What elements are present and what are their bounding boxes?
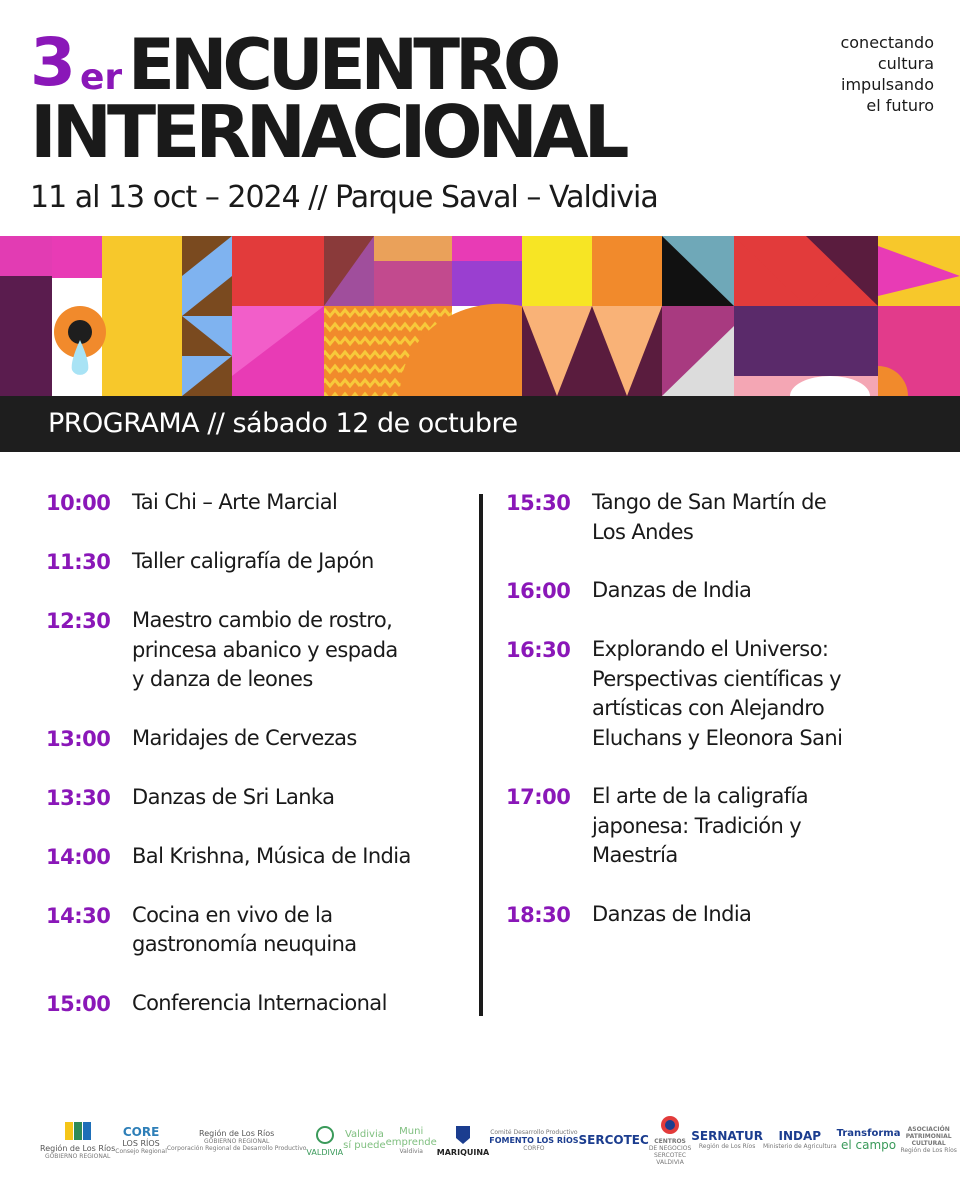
activity-line: y danza de leones bbox=[132, 667, 313, 691]
slogan bbox=[734, 32, 934, 116]
schedule-item bbox=[506, 576, 926, 606]
gore-emblem-icon bbox=[63, 1120, 93, 1142]
program-heading-bar bbox=[0, 396, 960, 452]
slogan-line: cultura bbox=[877, 54, 934, 73]
slogan-line: conectando bbox=[840, 33, 934, 52]
activity-line: Danzas de India bbox=[592, 901, 752, 926]
corporacion-regional-logo: Región de Los Ríos GOBIERNO REGIONAL Corporación Regional de Desarrollo Productivo bbox=[166, 1128, 307, 1152]
activity-line: Perspectivas científicas y bbox=[592, 666, 841, 691]
schedule-time: 17:00 bbox=[506, 785, 571, 809]
schedule-activity bbox=[592, 782, 808, 871]
activity-line: Maridajes de Cervezas bbox=[132, 725, 357, 750]
schedule-time: 15:00 bbox=[46, 991, 111, 1016]
schedule-time: 16:30 bbox=[506, 638, 571, 662]
schedule-activity bbox=[132, 842, 411, 872]
activity-line: Explorando el Universo: bbox=[592, 637, 829, 661]
activity-line: Tango de San Martín de bbox=[592, 490, 827, 514]
mariquina-crest-icon bbox=[448, 1124, 478, 1146]
schedule-item bbox=[506, 488, 926, 547]
activity-line: Conferencia Internacional bbox=[132, 990, 387, 1015]
activity-line: El arte de la caligrafía bbox=[592, 784, 809, 808]
fomento-los-rios-logo: Comité Desarrollo Productivo FOMENTO LOS RÍOS CORFO bbox=[489, 1128, 579, 1152]
schedule-item bbox=[46, 901, 466, 960]
activity-line: Taller caligrafía de Japón bbox=[132, 549, 374, 573]
schedule-left-column bbox=[46, 488, 466, 1048]
schedule-activity bbox=[592, 900, 751, 930]
activity-line: princesa abanico y espada bbox=[132, 637, 398, 662]
geometric-pattern bbox=[0, 236, 960, 396]
poster-header bbox=[0, 0, 960, 235]
edition-badge bbox=[30, 24, 128, 101]
schedule-time: 18:30 bbox=[506, 902, 571, 927]
schedule-time: 16:00 bbox=[506, 579, 571, 603]
schedule-time: 11:30 bbox=[46, 550, 111, 574]
slogan-line: impulsando bbox=[841, 75, 934, 94]
sponsor-logos bbox=[40, 1110, 957, 1170]
schedule-item bbox=[506, 900, 926, 930]
activity-line: Los Andes bbox=[592, 519, 694, 544]
schedule-item bbox=[46, 783, 466, 813]
activity-line: Danzas de Sri Lanka bbox=[132, 784, 335, 809]
sernatur-logo: SERNATUR Región de Los Ríos bbox=[691, 1129, 763, 1150]
valdivia-si-puede-logo: Valdivia sí puede bbox=[343, 1129, 386, 1151]
core-los-rios-logo: CORE LOS RÍOS Consejo Regional bbox=[115, 1124, 167, 1155]
program-heading: PROGRAMA // sábado 12 de octubre bbox=[48, 408, 518, 439]
column-divider bbox=[479, 494, 483, 1016]
schedule-activity bbox=[132, 901, 357, 960]
event-title-line1: ENCUENTRO bbox=[128, 24, 557, 106]
schedule-time: 13:00 bbox=[46, 726, 111, 751]
activity-line: japonesa: Tradición y bbox=[592, 813, 802, 838]
schedule-activity bbox=[592, 488, 826, 547]
schedule-time: 13:30 bbox=[46, 785, 111, 810]
activity-line: Bal Krishna, Música de India bbox=[132, 843, 411, 868]
schedule-activity bbox=[592, 635, 842, 753]
mariquina-logo: MARIQUINA bbox=[437, 1124, 489, 1157]
asociacion-patrimonial-logo: ASOCIACIÓN PATRIMONIAL CULTURAL Región de Los Ríos bbox=[900, 1126, 957, 1154]
schedule-item bbox=[46, 989, 466, 1019]
schedule-time: 14:00 bbox=[46, 844, 111, 869]
schedule-time: 14:30 bbox=[46, 903, 111, 928]
slogan-line: el futuro bbox=[866, 96, 934, 115]
schedule-right-column bbox=[506, 488, 926, 959]
schedule-item bbox=[46, 488, 466, 518]
schedule-item bbox=[46, 842, 466, 872]
muni-emprende-logo: Muni emprende Valdivia bbox=[385, 1125, 437, 1155]
schedule-activity bbox=[132, 724, 357, 754]
schedule-item bbox=[506, 635, 926, 753]
activity-line: gastronomía neuquina bbox=[132, 932, 357, 956]
event-dates-location: 11 al 13 oct – 2024 // Parque Saval – Valdivia bbox=[30, 180, 658, 215]
activity-line: artísticas con Alejandro bbox=[592, 696, 825, 720]
schedule-item bbox=[46, 606, 466, 695]
geometric-banner bbox=[0, 236, 960, 396]
valdivia-logo: VALDIVIA bbox=[306, 1124, 343, 1157]
activity-line: Cocina en vivo de la bbox=[132, 902, 333, 927]
schedule-item bbox=[506, 782, 926, 871]
schedule-time: 15:30 bbox=[506, 491, 571, 515]
centros-de-negocios-logo: CENTROS DE NEGOCIOS SERCOTEC VALDIVIA bbox=[649, 1114, 691, 1166]
event-title-line2: INTERNACIONAL bbox=[30, 90, 625, 174]
activity-line: Maestro cambio de rostro, bbox=[132, 608, 393, 632]
schedule-activity bbox=[132, 488, 337, 518]
activity-line: Maestría bbox=[592, 843, 678, 867]
centros-swirl-icon bbox=[655, 1114, 685, 1136]
schedule-activity bbox=[132, 547, 374, 577]
activity-line: Danzas de India bbox=[592, 578, 752, 602]
indap-logo: INDAP Ministerio de Agricultura bbox=[762, 1129, 837, 1150]
schedule-activity bbox=[592, 576, 751, 606]
activity-line: Eluchans y Eleonora Sani bbox=[592, 725, 843, 750]
schedule-activity bbox=[132, 989, 387, 1019]
schedule-activity bbox=[132, 783, 334, 813]
valdivia-crest-icon bbox=[310, 1124, 340, 1146]
schedule-item bbox=[46, 547, 466, 577]
schedule-time: 12:30 bbox=[46, 609, 111, 633]
transforma-el-campo-logo: Transforma el campo bbox=[836, 1128, 901, 1152]
schedule-time: 10:00 bbox=[46, 491, 111, 515]
schedule-activity bbox=[132, 606, 398, 695]
schedule-item bbox=[46, 724, 466, 754]
edition-suffix: er bbox=[80, 57, 123, 98]
sercotec-logo: SERCOTEC bbox=[578, 1132, 649, 1147]
activity-line: Tai Chi – Arte Marcial bbox=[132, 490, 338, 514]
gore-los-rios-logo: Región de Los Ríos GOBIERNO REGIONAL bbox=[40, 1120, 115, 1160]
edition-number: 3 bbox=[30, 24, 74, 101]
